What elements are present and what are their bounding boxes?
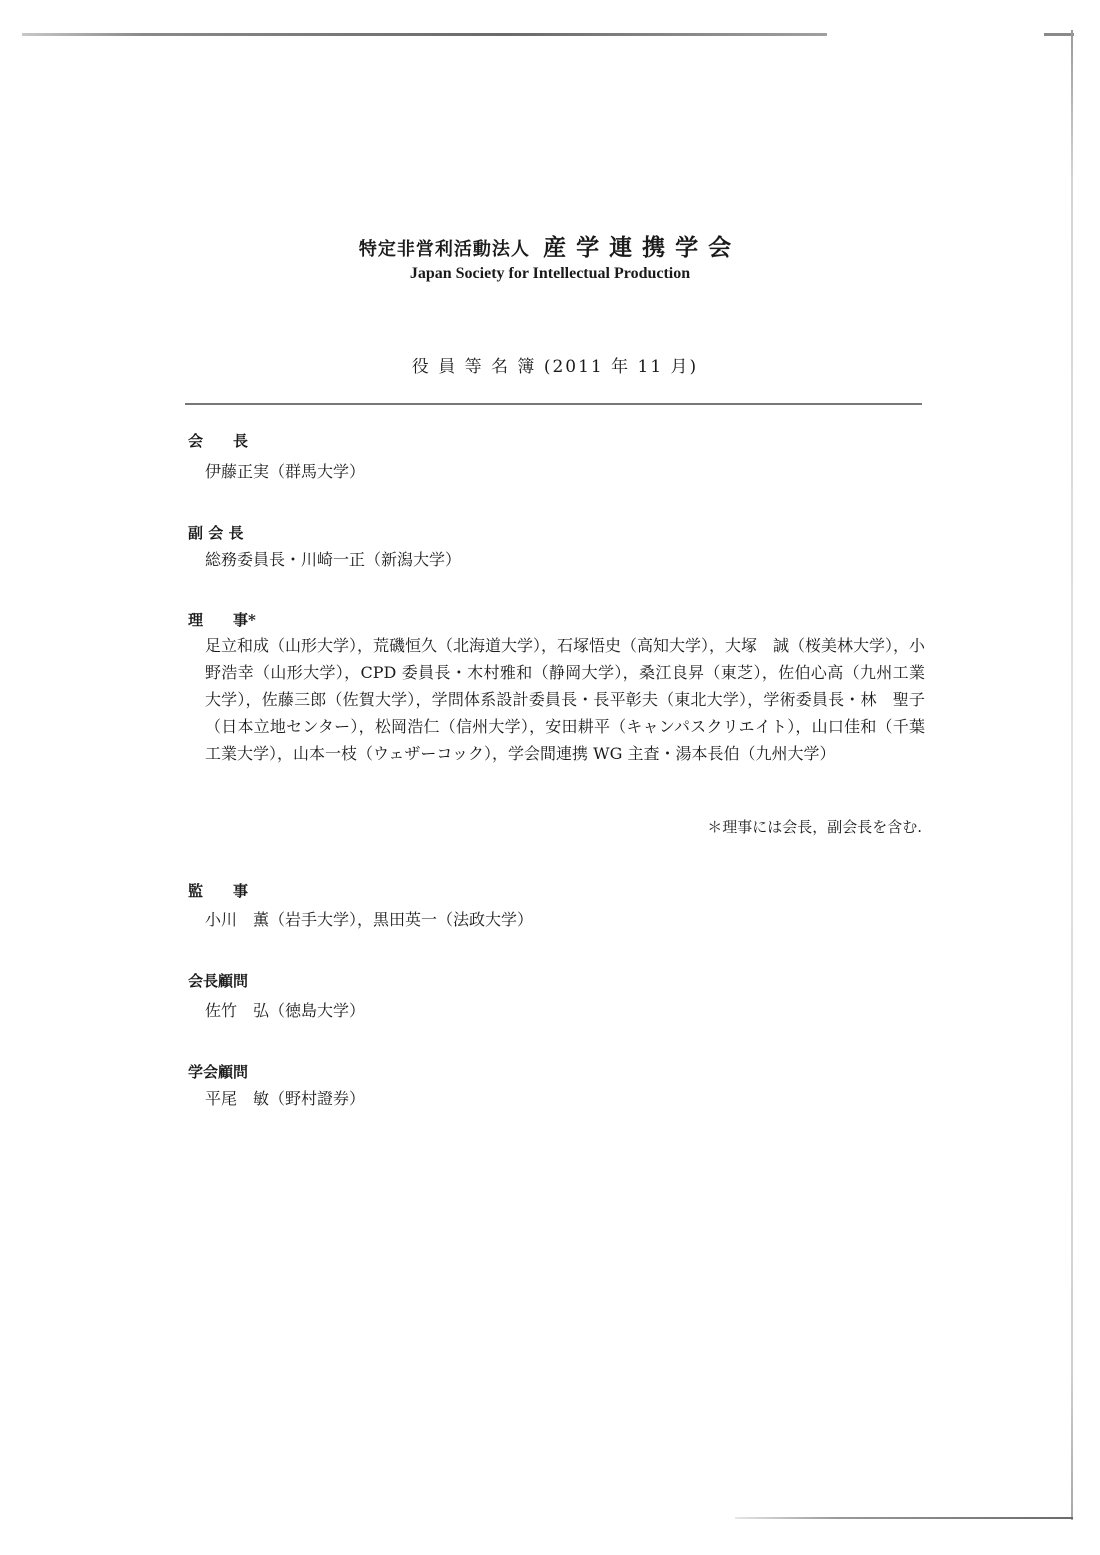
section-directors-heading: 理 事* <box>188 611 256 629</box>
section-president-advisor-heading: 会長顧問 <box>188 972 249 990</box>
section-society-advisor-body: 平尾 敏（野村證券） <box>205 1089 366 1108</box>
scan-bottom-rule <box>735 1517 1073 1519</box>
section-president-body: 伊藤正実（群馬大学） <box>205 462 366 481</box>
org-name-english: Japan Society for Intellectual Production <box>409 265 691 282</box>
org-type: 特定非営利活動法人 <box>358 239 530 260</box>
section-vice-president-body: 総務委員長・川崎一正（新潟大学） <box>205 550 462 569</box>
org-name: 産学連携学会 <box>543 234 742 261</box>
scan-top-rule <box>22 33 827 36</box>
section-auditors-body: 小川 薫（岩手大学），黒田英一（法政大学） <box>205 910 534 929</box>
section-directors-body: 足立和成（山形大学），荒磯恒久（北海道大学），石塚悟史（高知大学），大塚 誠（桜美林大学），小野浩幸（山形大学），CPD 委員長・木村雅和（静岡大学），桑江良昇（東芝），佐伯心高（九州工業大学），佐藤三郎（佐賀大学），学問体系設計委員長・長平彰夫（東北大学），学術委員長・林 聖子（日本立地センター），松岡浩仁（信州大学），安田耕平（キャンパスクリエイト），山口佳和（千葉工業大学），山本一枝（ウェザーコック），学会間連携 WG 主査・湯本長伯（九州大学） <box>205 636 926 763</box>
organization-heading <box>0 229 1100 262</box>
section-president-heading: 会 長 <box>188 432 249 450</box>
section-vice-president-heading: 副 会 長 <box>188 524 244 542</box>
title-divider <box>185 403 922 405</box>
scan-right-tick <box>1044 33 1074 36</box>
section-society-advisor-heading: 学会顧問 <box>188 1063 249 1081</box>
section-president-advisor-body: 佐竹 弘（徳島大学） <box>205 1001 366 1020</box>
section-directors-note: ＊理事には会長，副会長を含む. <box>707 818 922 836</box>
document-title: 役 員 等 名 簿 (2011 年 11 月) <box>411 357 699 377</box>
section-auditors-heading: 監 事 <box>188 882 249 900</box>
